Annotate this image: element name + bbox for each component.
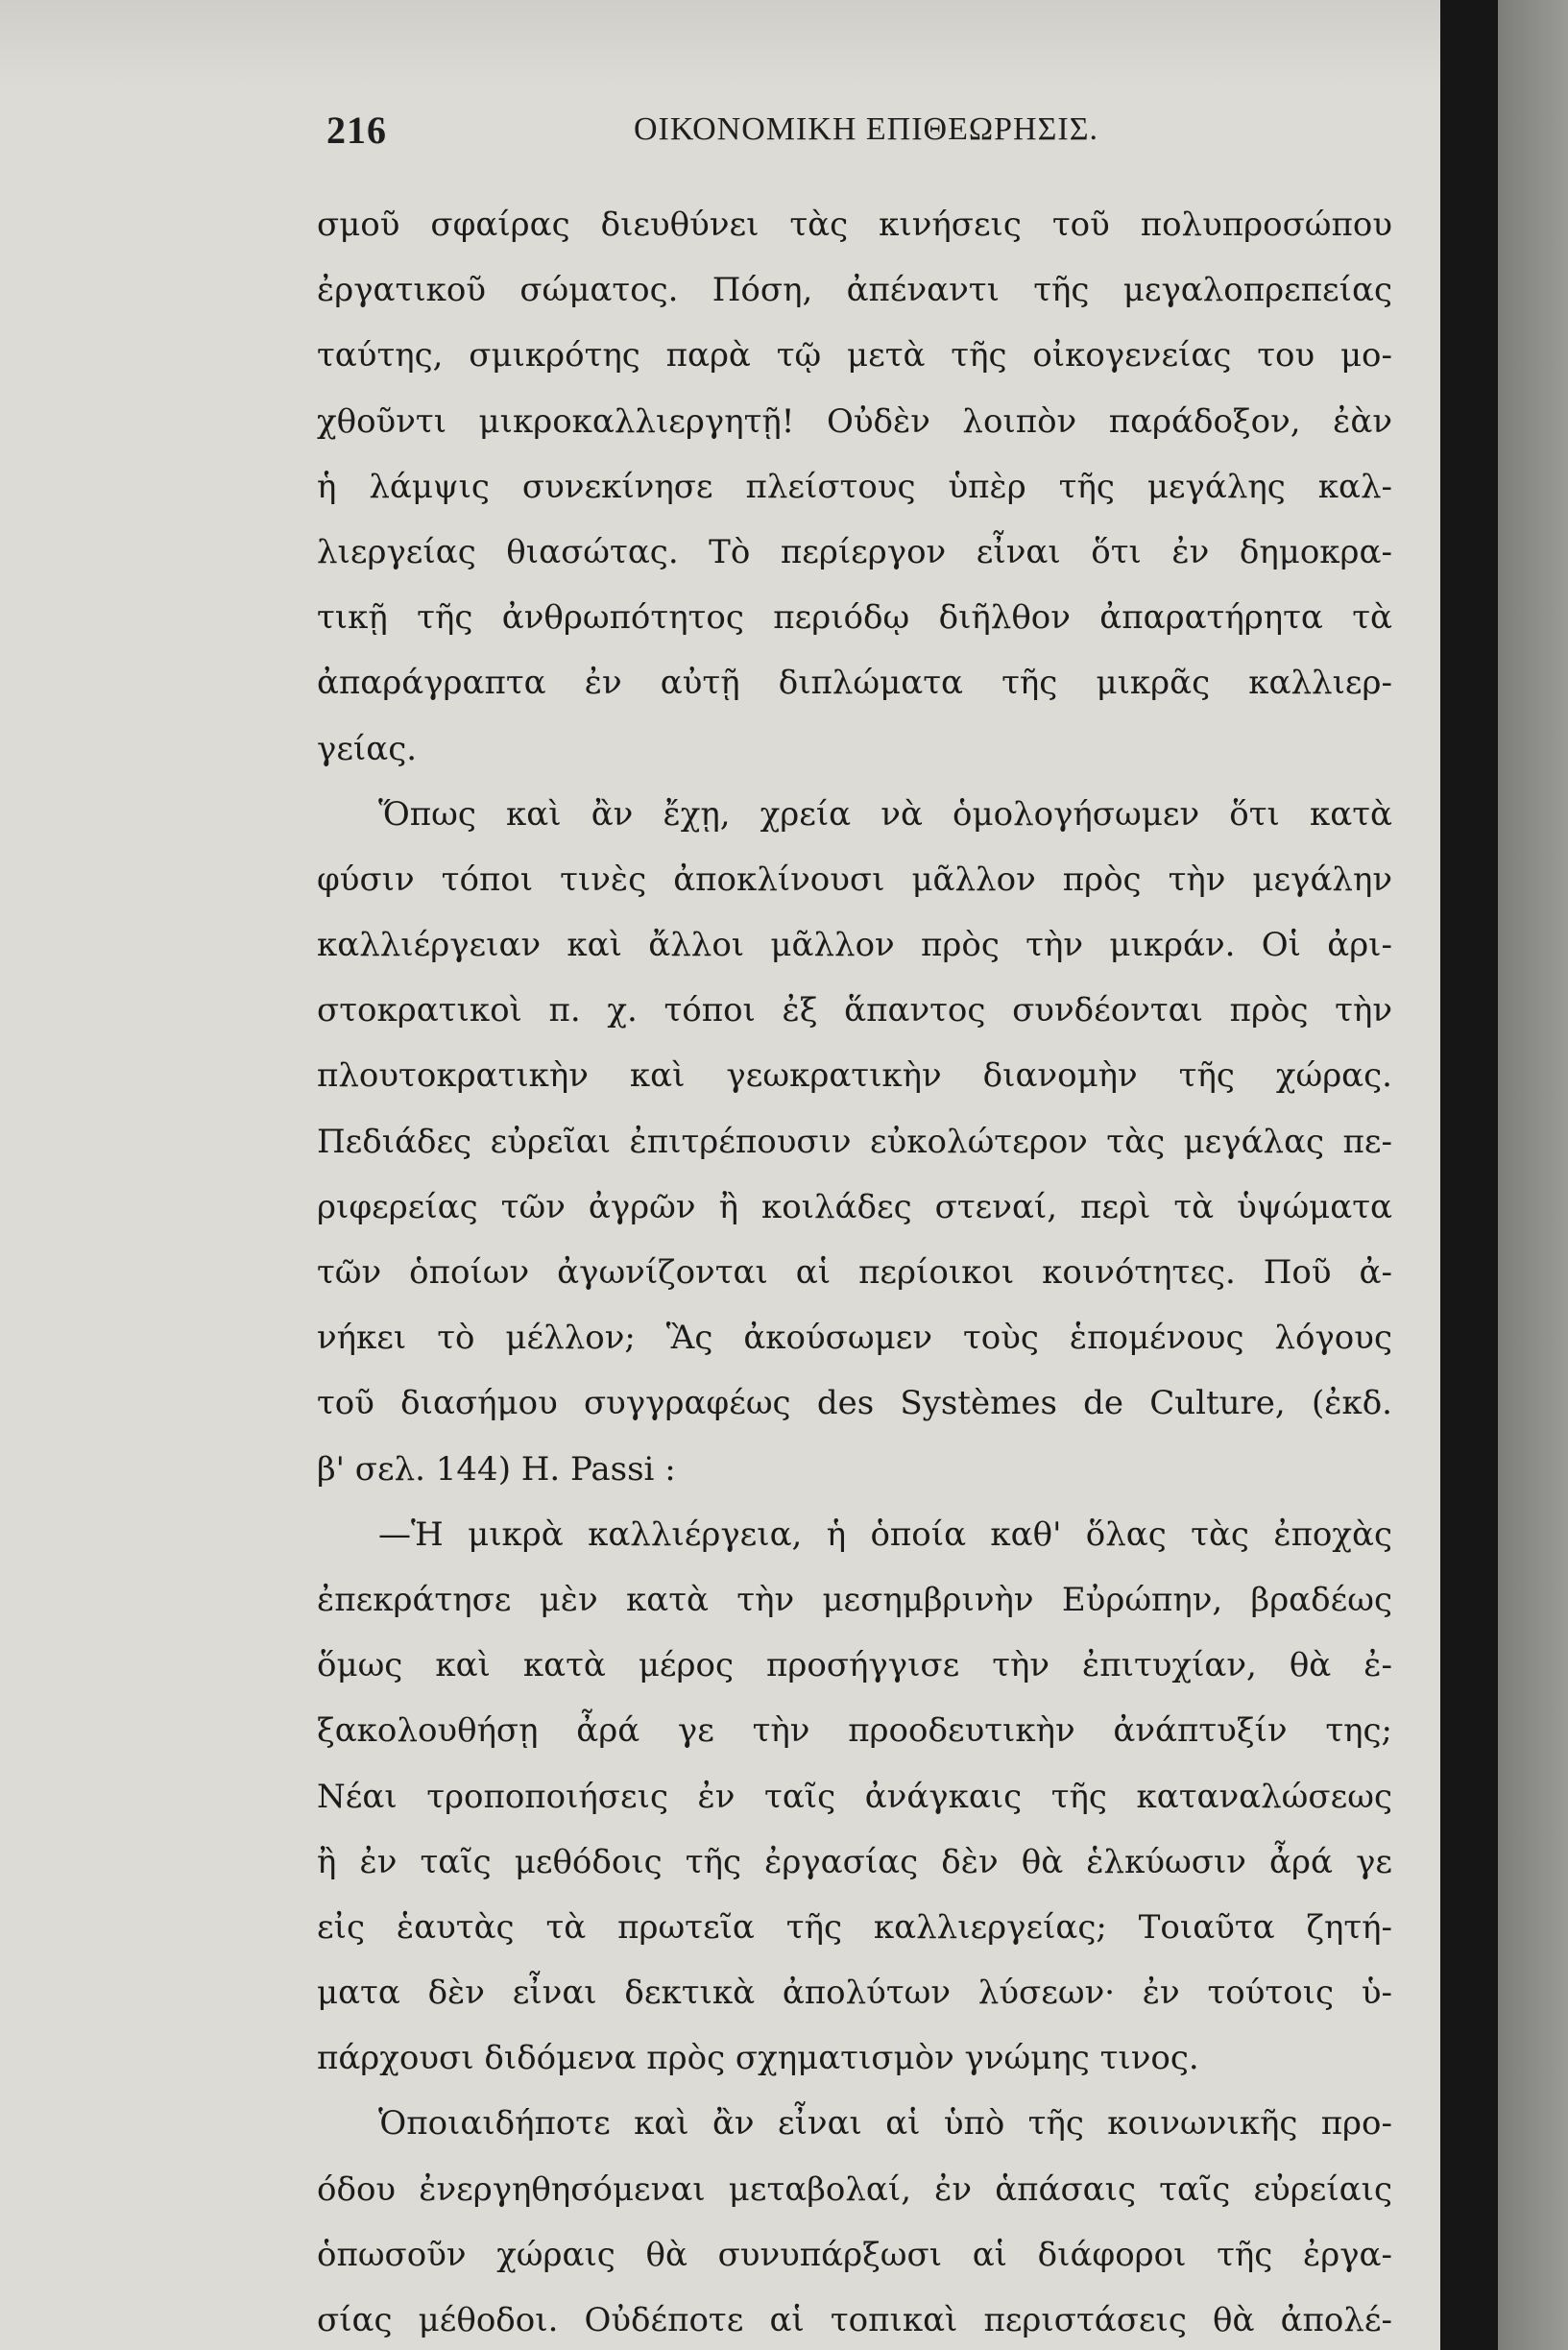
page-header [326,108,1383,165]
text-line: σμοῦ σφαίρας διευθύνει τὰς κινήσεις τοῦ πολυπροσώπου [317,206,1392,244]
text-line: τῶν ὁποίων ἀγωνίζονται αἱ περίοικοι κοινότητες. Ποῦ ἀ- [317,1253,1392,1292]
text-line: φύσιν τόποι τινὲς ἀποκλίνουσι μᾶλλον πρὸς τὴν μεγάλην [317,860,1392,899]
text-line: πάρχουσι διδόμενα πρὸς σχηματισμὸν γνώμης τινος. [317,2039,1199,2078]
page-shading [0,0,1440,86]
text-line: ξακολουθήσῃ ἆρά γε τὴν προοδευτικὴν ἀνάπτυξίν της; [317,1711,1392,1751]
text-line: πλουτοκρατικὴν καὶ γεωκρατικὴν διανομὴν τῆς χώρας. [317,1056,1392,1096]
text-line: —Ἡ μικρὰ καλλιέργεια, ἡ ὁποία καθ' ὅλας τὰς ἐποχὰς [378,1514,1392,1554]
text-line: ἐπεκράτησε μὲν κατὰ τὴν μεσημβρινὴν Εὐρώπην, βραδέως [317,1580,1392,1619]
running-title: ΟΙΚΟΝΟΜΙΚΗ ΕΠΙΘΕΩΡΗΣΙΣ. [634,111,1099,147]
text-line: Ὁποιαιδήποτε καὶ ἂν εἶναι αἱ ὑπὸ τῆς κοινωνικῆς προ- [378,2104,1392,2144]
text-line: στοκρατικοὶ π. χ. τόποι ἐξ ἅπαντος συνδέονται πρὸς τὴν [317,991,1392,1030]
book-gutter [1440,0,1498,2350]
body-text [317,192,1392,2350]
text-line: εἰς ἑαυτὰς τὰ πρωτεῖα τῆς καλλιεργείας; Τοιαῦτα ζητή- [317,1907,1392,1947]
text-line: β' σελ. 144) H. Passi : [317,1449,676,1489]
text-line: Ὅπως καὶ ἂν ἔχῃ, χρεία νὰ ὁμολογήσωμεν ὅτι κατὰ [378,794,1392,834]
text-line: ἡ λάμψις συνεκίνησε πλείστους ὑπὲρ τῆς μεγάλης καλ- [317,467,1392,506]
text-line: χθοῦντι μικροκαλλιεργητῇ! Οὐδὲν λοιπὸν παράδοξον, ἐὰν [317,401,1392,441]
text-line: όδου ἐνεργηθησόμεναι μεταβολαί, ἐν ἁπάσαις ταῖς εὐρείαις [317,2169,1392,2209]
text-line: ἐργατικοῦ σώματος. Πόση, ἀπέναντι τῆς μεγαλοπρεπείας [317,271,1392,310]
text-line: ριφερείας τῶν ἀγρῶν ἢ κοιλάδες στεναί, περὶ τὰ ὑψώματα [317,1187,1392,1226]
text-line: ὅμως καὶ κατὰ μέρος προσήγγισε τὴν ἐπιτυχίαν, θὰ ἐ- [317,1646,1392,1685]
text-line: τοῦ διασήμου συγγραφέως des Systèmes de Culture, (ἐκδ. [317,1384,1392,1423]
text-line: Νέαι τροποποιήσεις ἐν ταῖς ἀνάγκαις τῆς καταναλώσεως [317,1777,1392,1816]
text-line: ἢ ἐν ταῖς μεθόδοις τῆς ἐργασίας δὲν θὰ ἑλκύωσιν ἆρά γε [317,1842,1392,1881]
text-line: ματα δὲν εἶναι δεκτικὰ ἀπολύτων λύσεων· ἐν τούτοις ὑ- [317,1974,1392,2013]
text-line: τικῇ τῆς ἀνθρωπότητος περιόδῳ διῆλθον ἀπαρατήρητα τὰ [317,598,1392,638]
text-line: λιεργείας θιασώτας. Τὸ περίεργον εἶναι ὅτι ἐν δημοκρα- [317,532,1392,571]
text-line: σίας μέθοδοι. Οὐδέποτε αἱ τοπικαὶ περιστάσεις θὰ ἀπολέ- [317,2301,1392,2339]
text-line: ὁπωσοῦν χώραις θὰ συνυπάρξωσι αἱ διάφοροι τῆς ἐργα- [317,2235,1392,2274]
text-line: ταύτης, σμικρότης παρὰ τῷ μετὰ τῆς οἰκογενείας του μο- [317,336,1392,376]
text-line: γείας. [317,729,418,768]
text-line: ἀπαράγραπτα ἐν αὐτῇ διπλώματα τῆς μικρᾶς καλλιερ- [317,664,1392,703]
page-number: 216 [326,109,387,152]
text-line: νήκει τὸ μέλλον; Ἃς ἀκούσωμεν τοὺς ἑπομένους λόγους [317,1319,1392,1358]
facing-page-edge [1498,0,1568,2350]
text-line: Πεδιάδες εὐρεῖαι ἐπιτρέπουσιν εὐκολώτερον τὰς μεγάλας πε- [317,1122,1392,1161]
text-line: καλλιέργειαν καὶ ἄλλοι μᾶλλον πρὸς τὴν μικράν. Οἱ ἀρι- [317,926,1392,965]
